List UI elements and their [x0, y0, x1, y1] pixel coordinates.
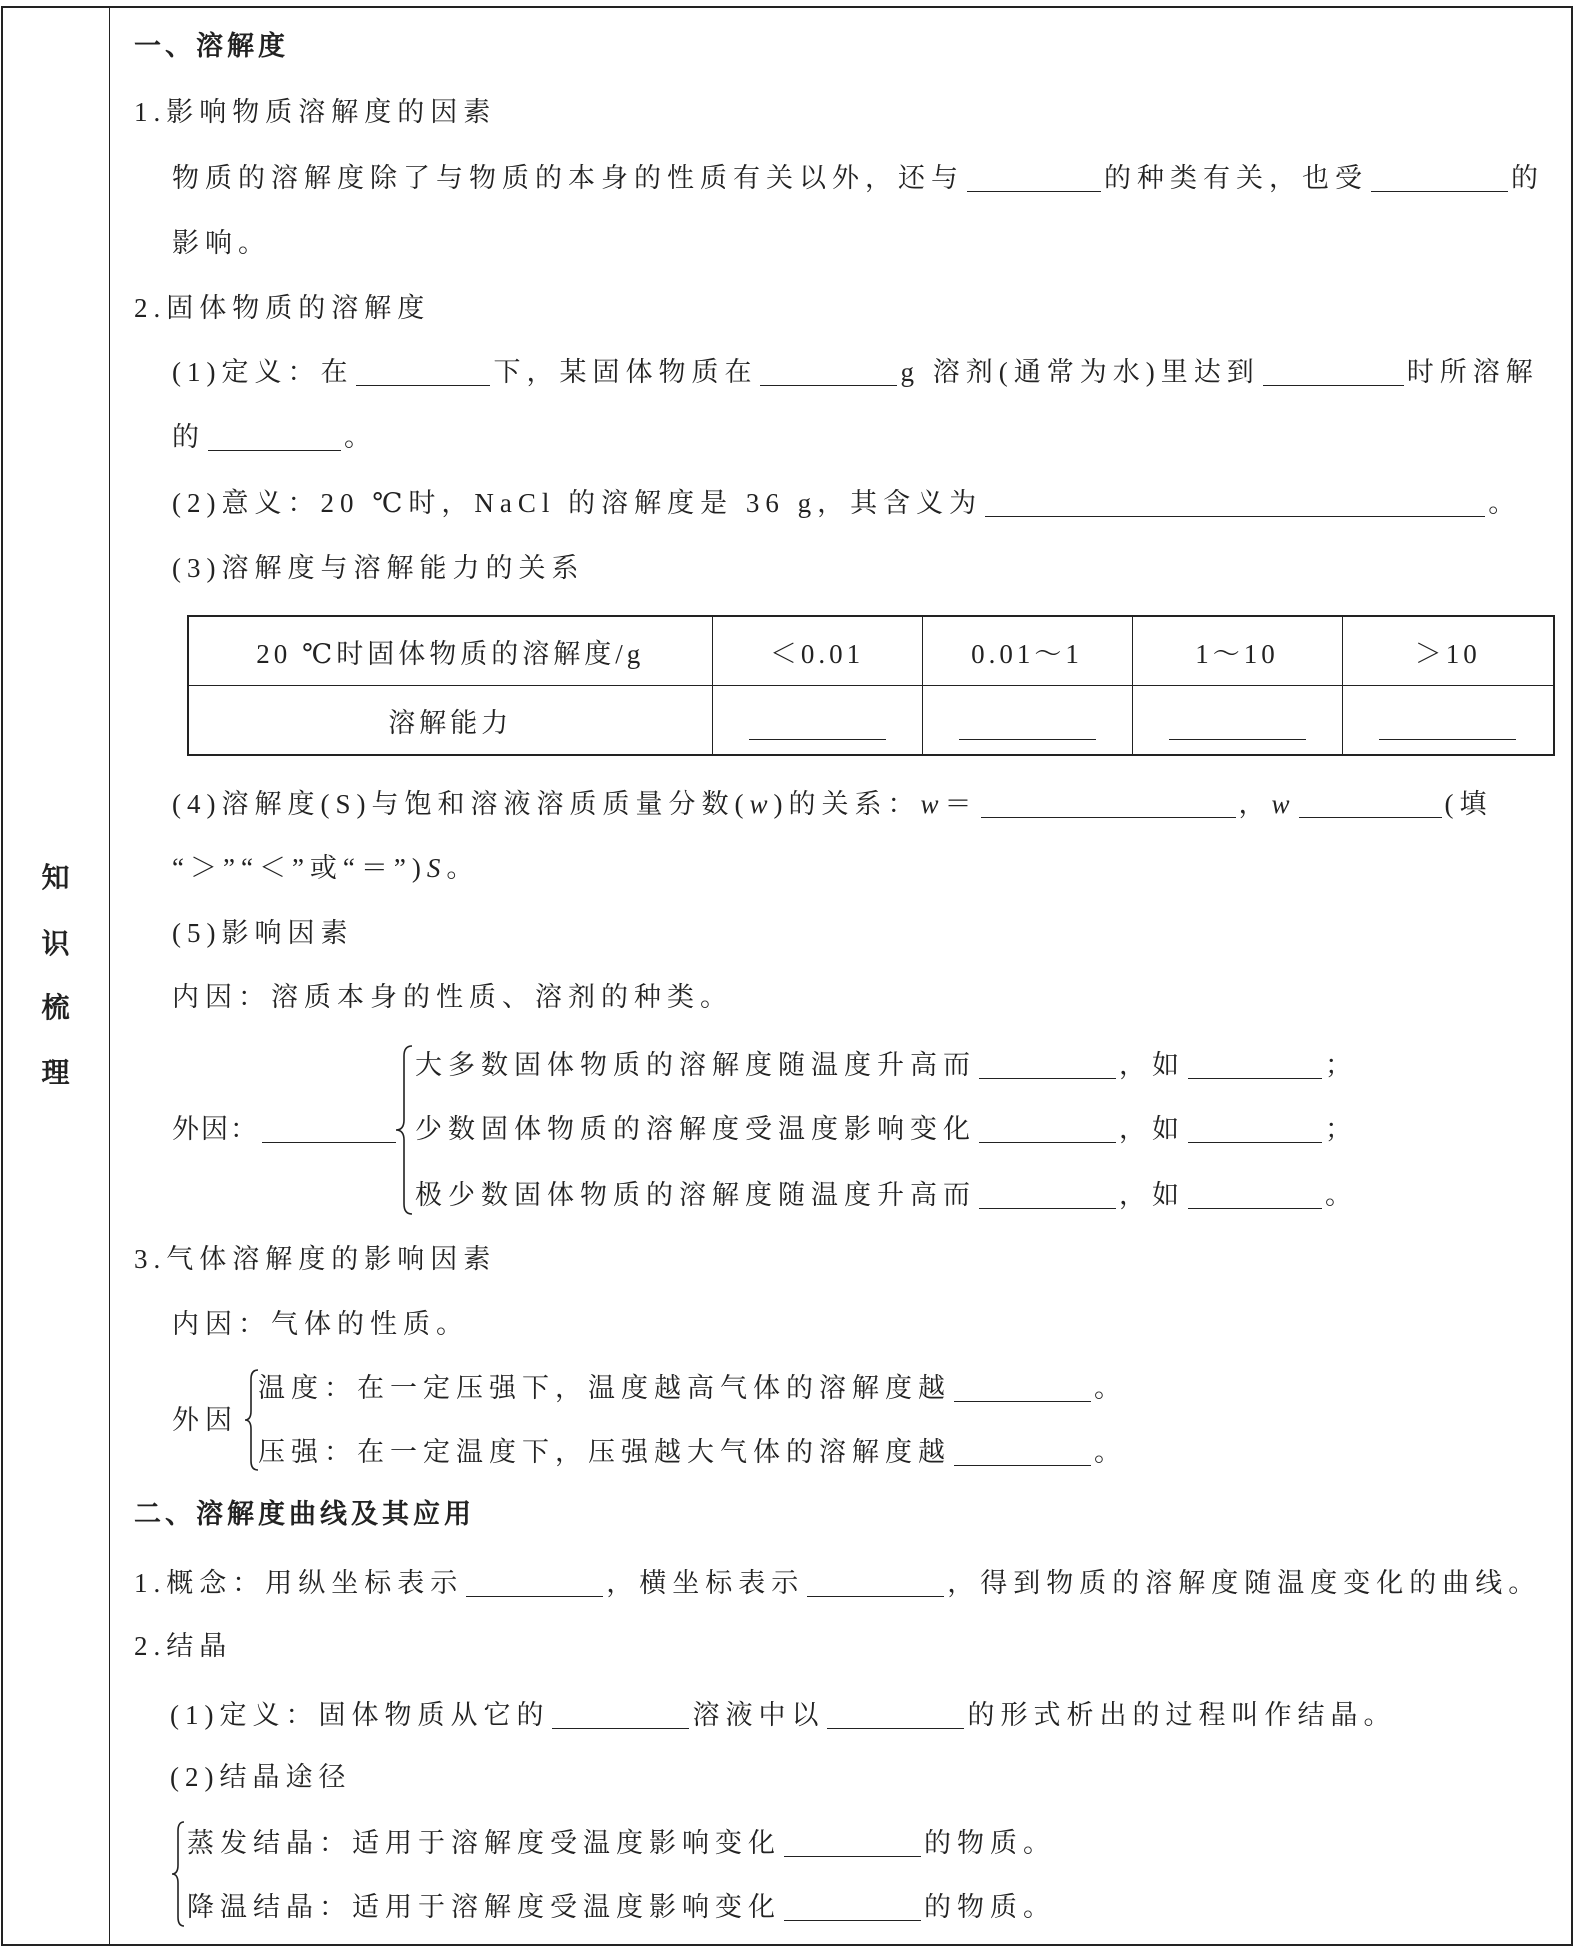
- definition-text-4: 时所溶解: [1406, 357, 1539, 387]
- influence-external-line: [172, 1109, 399, 1149]
- mass-fraction-line: [172, 784, 1493, 824]
- crystallization-definition-text-2: 溶液中以: [692, 1700, 825, 1730]
- table-blank-cell: [712, 686, 922, 756]
- gas-pressure-line: [258, 1432, 1127, 1472]
- answer-blank-long: [985, 514, 1485, 517]
- influence-case-3: [415, 1175, 1358, 1215]
- case-sep: ，如: [1119, 1180, 1185, 1210]
- definition-text-5: 的: [172, 422, 205, 452]
- gas-external-label: 外因: [172, 1405, 238, 1435]
- answer-blank: [1379, 737, 1516, 740]
- mass-fraction-text-3: ＝: [944, 789, 978, 819]
- table-range-cell: ＞10: [1342, 616, 1554, 686]
- variable-s: S: [426, 853, 447, 883]
- crystallization-definition-text-1: (1)定义：固体物质从它的: [170, 1700, 550, 1730]
- table-row: [188, 616, 1554, 686]
- answer-blank: [954, 1399, 1091, 1402]
- answer-blank: [208, 448, 341, 451]
- case-text: 极少数固体物质的溶解度随温度升高而: [415, 1180, 976, 1210]
- section1-heading: 一、溶解度: [134, 31, 289, 62]
- case-sep: ，如: [1119, 1050, 1185, 1080]
- mass-fraction-text-5: (填: [1444, 789, 1493, 819]
- gas-pressure-text: 压强：在一定温度下，压强越大气体的溶解度越: [258, 1437, 951, 1467]
- answer-blank: [959, 737, 1096, 740]
- method-end: 的物质。: [924, 1892, 1056, 1922]
- answer-blank: [979, 1140, 1116, 1143]
- table-range-cell: 1～10: [1132, 616, 1342, 686]
- gas-temperature-text: 温度：在一定压强下，温度越高气体的溶解度越: [258, 1373, 951, 1403]
- concept-text-2: ，横坐标表示: [606, 1568, 805, 1598]
- table-range-cell: 0.01～1: [922, 616, 1132, 686]
- case-end: ；: [1325, 1114, 1358, 1144]
- mass-fraction-text-1: (4)溶解度(S)与饱和溶液溶质质量分数(: [172, 789, 750, 819]
- case-text: 大多数固体物质的溶解度随温度升高而: [415, 1050, 976, 1080]
- factors-text-2: 的种类有关，也受: [1104, 163, 1368, 193]
- definition-text-2: 下，某固体物质在: [493, 357, 758, 387]
- mass-fraction-text-7: 。: [446, 853, 480, 883]
- mass-fraction-text-2: )的关系：: [773, 789, 921, 819]
- side-column-divider: [109, 6, 110, 1946]
- factors-text-4: 影响。: [172, 228, 271, 258]
- answer-blank: [1371, 189, 1508, 192]
- answer-blank: [1188, 1076, 1322, 1079]
- concept-text-1: 1.概念：用纵坐标表示: [134, 1568, 464, 1598]
- method-text: 蒸发结晶：适用于溶解度受温度影响变化: [187, 1828, 781, 1858]
- table-blank-cell: [922, 686, 1132, 756]
- meaning-line: [172, 483, 1521, 523]
- crystallization-definition-text-3: 的形式析出的过程叫作结晶。: [967, 1700, 1397, 1730]
- influence-case-1: [415, 1045, 1358, 1085]
- meaning-text-2: 。: [1488, 488, 1522, 518]
- factors-text-3: 的: [1511, 163, 1544, 193]
- gas-temperature-end: 。: [1094, 1373, 1127, 1403]
- answer-blank: [1263, 383, 1404, 386]
- answer-blank: [967, 189, 1101, 192]
- answer-blank: [356, 383, 490, 386]
- factors-title: 1.影响物质溶解度的因素: [134, 97, 497, 127]
- influence-external-label: 外因：: [172, 1114, 259, 1144]
- answer-blank: [1169, 737, 1306, 740]
- concept-text-3: ，得到物质的溶解度随温度变化的曲线。: [947, 1568, 1542, 1598]
- influence-case-2: [415, 1109, 1358, 1149]
- side-label-char: 梳: [41, 991, 70, 1024]
- answer-blank: [552, 1726, 689, 1729]
- crystallization-method-evaporation: [187, 1823, 1056, 1863]
- crystallization-method-cooling: [187, 1887, 1056, 1927]
- method-end: 的物质。: [924, 1828, 1056, 1858]
- answer-blank: [262, 1140, 396, 1143]
- crystallization-methods-title: (2)结晶途径: [170, 1762, 352, 1792]
- case-text: 少数固体物质的溶解度受温度影响变化: [415, 1114, 976, 1144]
- gas-internal: 内因：气体的性质。: [172, 1309, 469, 1339]
- concept-line: [134, 1563, 1541, 1603]
- answer-blank: [1188, 1206, 1322, 1209]
- answer-blank: [954, 1463, 1091, 1466]
- answer-blank: [1299, 815, 1442, 818]
- relation-title: (3)溶解度与溶解能力的关系: [172, 553, 585, 583]
- answer-blank: [979, 1076, 1116, 1079]
- variable-w: w: [749, 789, 774, 819]
- answer-blank: [827, 1726, 964, 1729]
- gas-title: 3.气体溶解度的影响因素: [134, 1244, 497, 1274]
- side-label-char: 识: [41, 927, 70, 960]
- table-blank-cell: [1342, 686, 1554, 756]
- definition-text-3: g 溶剂(通常为水)里达到: [900, 357, 1260, 387]
- factors-text-1: 物质的溶解度除了与物质的本身的性质有关以外，还与: [172, 163, 964, 193]
- definition-line-2: [172, 417, 377, 457]
- solubility-table: [187, 615, 1555, 756]
- crystallization-definition-line: [170, 1695, 1396, 1735]
- answer-blank: [784, 1918, 921, 1921]
- influence-internal: 内因：溶质本身的性质、溶剂的种类。: [172, 982, 733, 1012]
- definition-text-6: 。: [344, 422, 377, 452]
- case-end: 。: [1325, 1180, 1358, 1210]
- answer-blank: [979, 1206, 1116, 1209]
- table-row: [188, 686, 1554, 756]
- mass-fraction-text-4: ，: [1238, 789, 1272, 819]
- mass-fraction-line-2: [172, 848, 479, 888]
- definition-text-1: (1)定义：在: [172, 357, 354, 387]
- influence-title: (5)影响因素: [172, 918, 354, 948]
- case-end: ；: [1325, 1050, 1358, 1080]
- meaning-text-1: (2)意义：20 ℃时，NaCl 的溶解度是 36 g，其含义为: [172, 488, 983, 518]
- answer-blank: [749, 737, 886, 740]
- table-range-cell: ＜0.01: [712, 616, 922, 686]
- side-label-char: 知: [41, 861, 70, 894]
- table-blank-cell: [1132, 686, 1342, 756]
- table-header-label: 20 ℃时固体物质的溶解度/g: [188, 616, 712, 686]
- gas-temperature-line: [258, 1368, 1127, 1408]
- side-label-char: 理: [41, 1056, 70, 1089]
- variable-w: w: [920, 789, 945, 819]
- answer-blank: [1188, 1140, 1322, 1143]
- answer-blank: [784, 1854, 921, 1857]
- answer-blank: [807, 1594, 944, 1597]
- method-text: 降温结晶：适用于溶解度受温度影响变化: [187, 1892, 781, 1922]
- definition-line: [172, 352, 1539, 392]
- table-row-label: 溶解能力: [188, 686, 712, 756]
- crystallization-title: 2.结晶: [134, 1631, 233, 1661]
- answer-blank: [466, 1594, 603, 1597]
- variable-w: w: [1271, 789, 1296, 819]
- solid-title: 2.固体物质的溶解度: [134, 293, 431, 323]
- case-sep: ，如: [1119, 1114, 1185, 1144]
- factors-text-line: [172, 158, 1544, 198]
- answer-blank: [760, 383, 897, 386]
- gas-pressure-end: 。: [1094, 1437, 1127, 1467]
- answer-blank: [981, 815, 1236, 818]
- mass-fraction-text-6: “＞”“＜”或“＝”): [172, 853, 427, 883]
- section2-heading: 二、溶解度曲线及其应用: [134, 1499, 475, 1530]
